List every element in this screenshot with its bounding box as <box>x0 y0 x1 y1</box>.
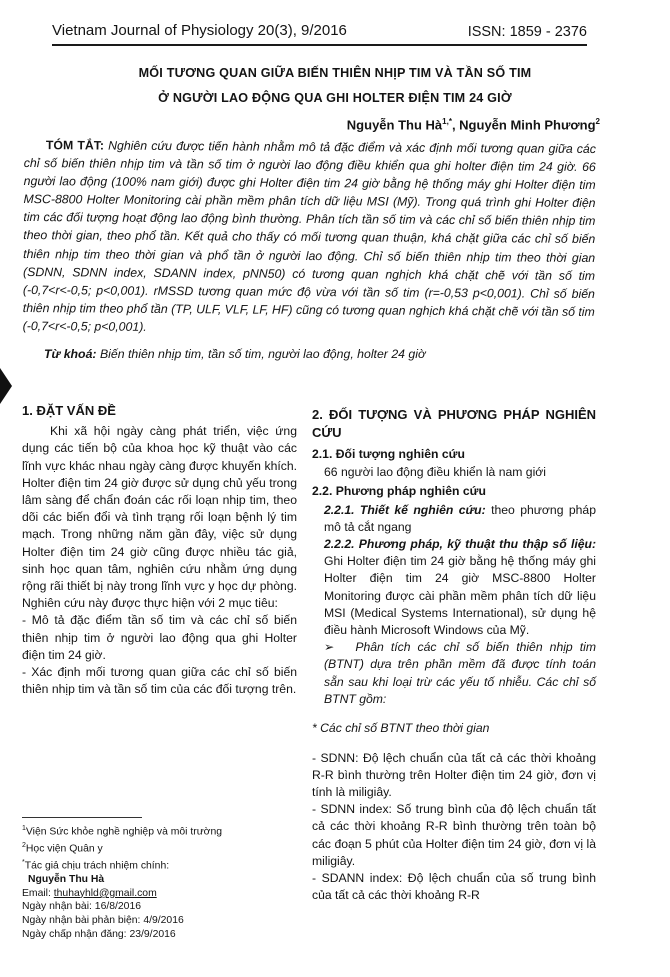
footnote-mark-2: 2 <box>22 842 26 850</box>
section-2-1-heading: 2.1. Đối tượng nghiên cứu <box>312 447 465 461</box>
design-paragraph <box>312 502 596 536</box>
author-separator: , <box>451 117 460 133</box>
hrv-analysis-paragraph <box>312 639 596 708</box>
journal-name: Vietnam Journal of Physiology 20(3), 9/2016 <box>52 22 347 39</box>
paper-title-line-2: Ở NGƯỜI LAO ĐỘNG QUA GHI HOLTER ĐIỆN TIM 24 GIỜ <box>158 91 512 105</box>
hrv-analysis-text: Phân tích các chỉ số biến thiên nhịp tim (BTNT) dựa trên phần mềm đã được tính toán sẵn sau khi loại trừ các yếu tố nhiễu. Các chỉ số BTNT gồm: <box>324 640 596 706</box>
date-reviewed: Ngày nhận bài phản biện: 4/9/2016 <box>22 914 184 926</box>
abstract <box>23 136 596 339</box>
author-list <box>347 117 600 132</box>
corresponding-author-name: Nguyễn Thu Hà <box>28 874 105 886</box>
abstract-text: Nghiên cứu được tiến hành nhằm mô tả đặc điểm và xác định mối tương quan giữa các chỉ số biến thiên nhịp tim và tần số tim ở người lao động điều khiển qua ghi holter điện tim 24 giờ. 66 người lao động (100% nam giới) được ghi Holter điện tim 24 giờ bằng hệ thống máy ghi Holter điện tim MSC-8800 Holter Monitoring cài phần mềm phân tích dữ liệu MSI (Mỹ). Trong quá trình ghi Holter điện tim các đối tượng hoạt động lao động bình thường. Phân tích tần số tim và các chỉ số biến thiên nhịp tim theo thời gian, theo phổ tần. Kết quả cho thấy có mối tương quan thuận, khá chặt giữa các chỉ số biến thiên nhịp tim theo thời gian và phổ tần ở người lao động. Chỉ số biến thiên nhịp tim theo thời gian (SDNN, SDNN index, SDANN index, pNN50) có tương quan nghịch khá chặt chẽ với tần số tim (-0,7<r<-0,5; p<0,001). rMSSD tương quan mức độ vừa với tần số tim (r=-0,53 p<0,001). Chỉ số biến thiên nhịp tim theo phổ tần (TP, ULF, VLF, LF, HF) cũng có tương quan nghịch khá chặt chẽ với tần số tim (-0,7<r<-0,5; p<0,001). <box>22 138 596 334</box>
intro-paragraph: Khi xã hội ngày càng phát triển, việc ứng dụng các tiến bộ của khoa học kỹ thuật vào các lĩnh vực khác nhau ngày càng được khuyến khích. Holter điện tim 24 giờ được sử dụng chủ yếu trong lâm sàng để chẩn đoán các rối loạn nhịp tim, theo dõi các biến đổi và tình trạng rối loạn bệnh lý tim mạch. Trong những năm gần đây, việc sử dụng Holter điện tim 24 giờ cũng được nhiều tác giả, sinh học quan tâm, nghiên cứu nhằm ứng dụng rộng rãi thiết bị này trong lĩnh vực y học dự phòng. Nghiên cứu này được thực hiện với 2 mục tiêu: <box>22 424 297 611</box>
footnote-2-text: Học viện Quân y <box>25 843 103 855</box>
methods-text: Ghi Holter điện tim 24 giờ bằng hệ thống máy ghi Holter điện tim 24 giờ MSC-8800 Holter Monitoring được cài phần mềm phân tích dữ liệu MSI (Medical Systems International), sử dụng hệ điều hành Microsoft Windows của Mỹ. <box>324 554 596 638</box>
footnote-affiliation-2 <box>22 839 302 856</box>
author-2: Nguyễn Minh Phương <box>459 117 596 133</box>
footnote-mark-1: 1 <box>22 825 26 832</box>
email-link[interactable]: thuhayhld@gmail.com <box>53 887 157 899</box>
header-rule <box>52 44 587 46</box>
section-2-2-1-heading: 2.2.1. Thiết kế nghiên cứu: <box>324 502 486 517</box>
section-2-2-heading: 2.2. Phương pháp nghiên cứu <box>312 484 486 499</box>
sdnn-index-definition: - SDNN index: Số trung bình của độ lệch chuẩn tất cả các thời khoảng R-R bình thường trên toàn bộ các đoạn 5 phút của Holter điện tim 24 giờ, đơn vị là miligiây. <box>312 802 596 868</box>
footnote-rule <box>22 817 142 818</box>
footnote-affiliation-1 <box>22 822 302 839</box>
keywords-text: Biến thiên nhịp tim, tần số tim, người lao động, holter 24 giờ <box>99 347 426 361</box>
section-2-2-2-heading: 2.2.2. Phương pháp, kỹ thuật thu thập số liệu: <box>324 537 596 552</box>
sdann-index-definition: - SDANN index: Độ lệch chuẩn của số trung bình của tất cả các thời khoảng R-R <box>312 871 596 903</box>
footnote-3-text: Tác giả chịu trách nhiệm chính: <box>24 860 170 872</box>
footnote-mark-3: * <box>22 859 25 867</box>
design-text: theo phương pháp mô tả cắt ngang <box>324 502 596 534</box>
sdnn-definition: - SDNN: Độ lệch chuẩn của tất cả các thời khoảng R-R bình thường trên Holter điện tim 24 giờ, đơn vị tính là miligiây. <box>312 750 596 800</box>
right-column <box>312 406 596 904</box>
subjects-text: 66 người lao động điều khiển là nam giới <box>324 465 546 480</box>
keywords <box>44 347 584 361</box>
objective-2: - Xác định mối tương quan giữa các chỉ số biến thiên nhịp tim và tần số tim của các đối tượng trên. <box>22 665 297 697</box>
abstract-label: TÓM TẮT: <box>45 138 105 153</box>
footnote-corresponding <box>22 856 302 873</box>
author-2-affiliation: 2 <box>595 117 600 126</box>
time-domain-subheading: * Các chỉ số BTNT theo thời gian <box>312 721 490 736</box>
section-2-heading: 2. ĐỐI TƯỢNG VÀ PHƯƠNG PHÁP NGHIÊN CỨU <box>312 407 596 440</box>
methods-paragraph <box>312 536 596 639</box>
author-1: Nguyễn Thu Hà <box>346 117 443 133</box>
arrow-bullet-icon: ➢ <box>324 640 335 655</box>
footnotes <box>22 822 302 941</box>
email-label: Email: <box>22 887 54 899</box>
keywords-label: Từ khoá: <box>44 347 97 361</box>
objective-1: - Mô tả đặc điểm tần số tim và các chỉ số biến thiên nhịp tim ở người lao động qua ghi Holter điện tim 24 giờ. <box>22 613 297 662</box>
left-column <box>22 402 297 698</box>
email-line <box>22 887 302 901</box>
date-received: Ngày nhận bài: 16/8/2016 <box>22 901 142 913</box>
running-header <box>52 20 587 44</box>
section-1-heading: 1. ĐẶT VẤN ĐỀ <box>22 403 116 418</box>
date-accepted: Ngày chấp nhận đăng: 23/9/2016 <box>22 928 176 940</box>
author-1-affiliation: 1,* <box>442 117 452 126</box>
footnote-1-text: Viện Sức khỏe nghề nghiệp và môi trường <box>25 826 223 838</box>
page-edge-marker <box>0 368 12 404</box>
issn: ISSN: 1859 - 2376 <box>467 24 587 40</box>
paper-title-line-1: MỐI TƯƠNG QUAN GIỮA BIẾN THIÊN NHỊP TIM VÀ TẦN SỐ TIM <box>138 66 532 80</box>
